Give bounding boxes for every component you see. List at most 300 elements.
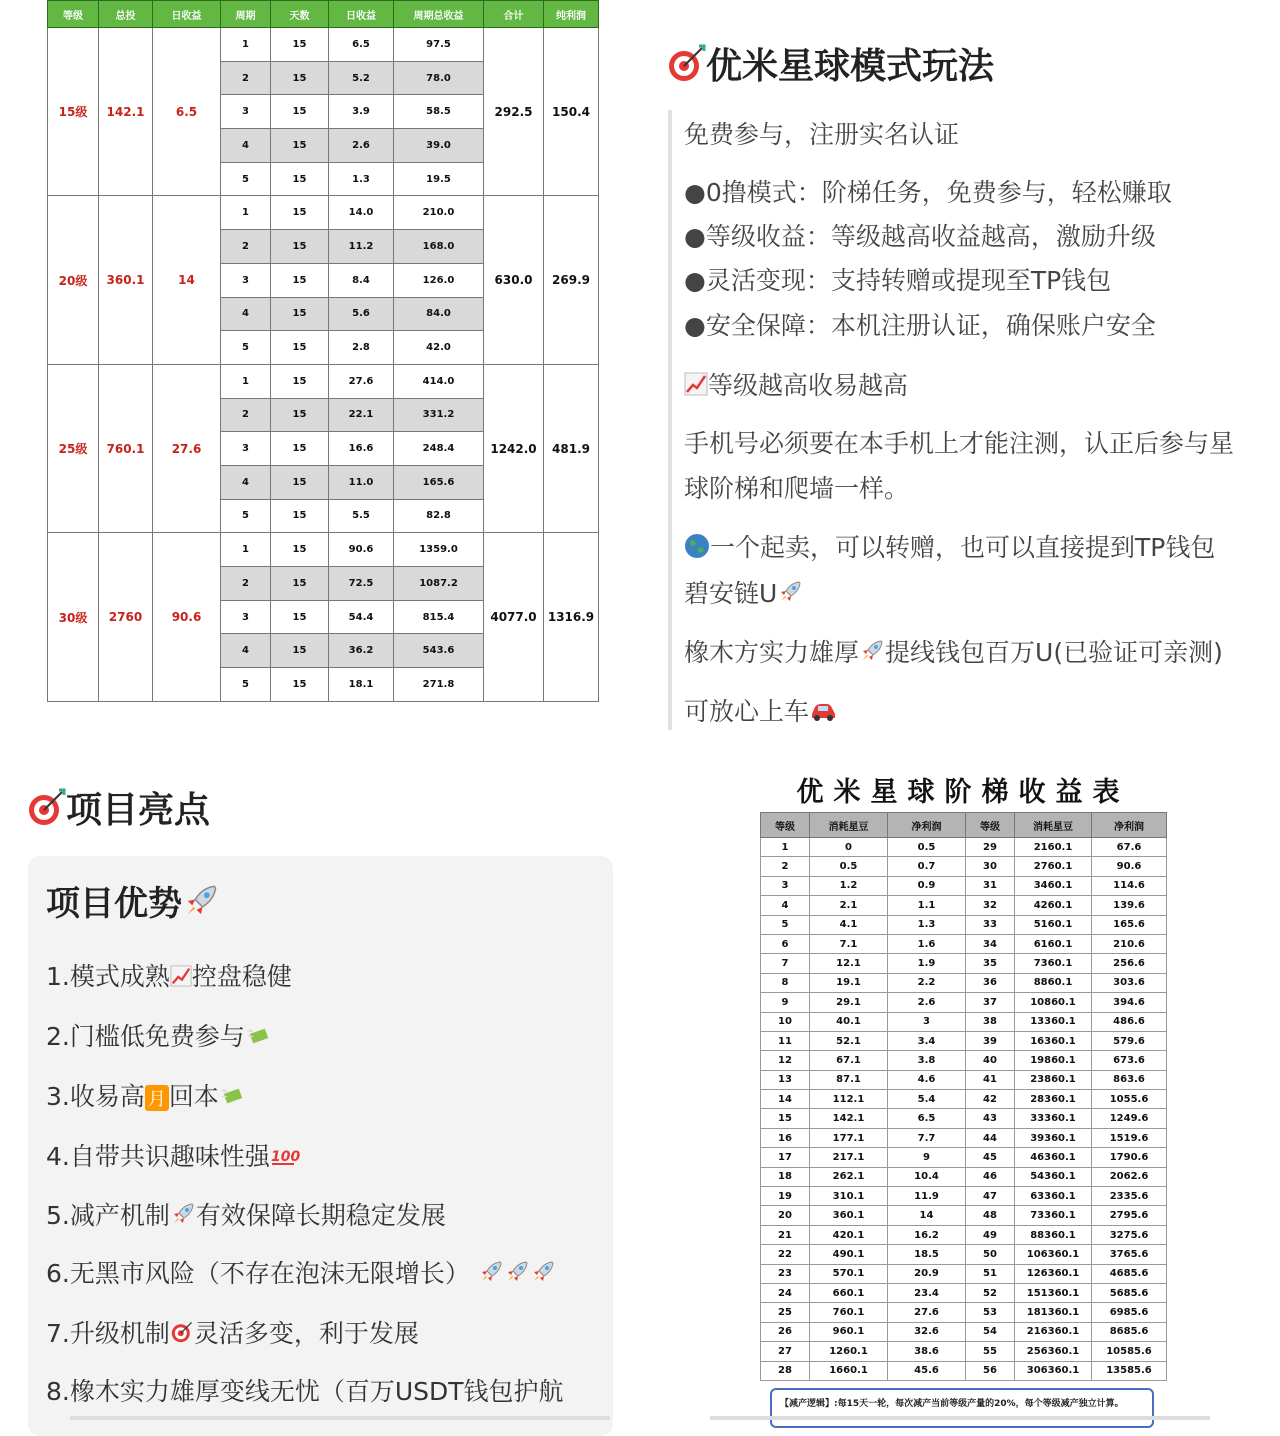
- table-cell: 11.9: [888, 1187, 966, 1206]
- table-cell: 20.9: [888, 1264, 966, 1283]
- table-cell: 5: [221, 162, 271, 196]
- table-row: [761, 1342, 1167, 1361]
- table-cell: 15: [271, 533, 329, 567]
- rocket-icon: [182, 882, 220, 929]
- table-cell: 760.1: [99, 364, 153, 532]
- table-cell: 35: [966, 954, 1015, 973]
- header-cell: 等级: [48, 1, 99, 28]
- table-cell: 7360.1: [1015, 954, 1092, 973]
- table-cell: 248.4: [394, 432, 484, 466]
- table-cell: 0.7: [888, 857, 966, 876]
- highlights-title-text: 项目亮点: [66, 790, 211, 831]
- table-row: [761, 1264, 1167, 1283]
- table-cell: 2760: [99, 533, 153, 701]
- advantage-item: 6.无黑市风险（不存在泡沫无限增长）: [46, 1254, 556, 1291]
- table-cell: 39360.1: [1015, 1128, 1092, 1147]
- table-cell: 1316.9: [544, 533, 599, 701]
- table-cell: 15: [271, 668, 329, 702]
- table-cell: 25: [761, 1303, 810, 1322]
- rocket-icon: [504, 1259, 530, 1291]
- table-cell: 56: [966, 1361, 1015, 1380]
- mode-line-chart: 等级越高收易越高: [684, 366, 908, 402]
- table-cell: 394.6: [1092, 993, 1167, 1012]
- header-cell: 净利润: [1092, 813, 1167, 838]
- advantage-item: 2.门槛低免费参与: [46, 1017, 271, 1053]
- table-cell: 19.5: [394, 162, 484, 196]
- table-cell: 1249.6: [1092, 1109, 1167, 1128]
- table-cell: 25级: [48, 364, 99, 532]
- table-cell: 1.3: [888, 915, 966, 934]
- table-cell: 3: [761, 876, 810, 895]
- table-cell: 39.0: [394, 129, 484, 163]
- table-cell: 88360.1: [1015, 1225, 1092, 1244]
- table-cell: 55: [966, 1342, 1015, 1361]
- table-cell: 7.7: [888, 1128, 966, 1147]
- header-cell: 周期: [221, 1, 271, 28]
- table-cell: 14: [888, 1206, 966, 1225]
- table-row: [761, 1128, 1167, 1147]
- table-cell: 41: [966, 1070, 1015, 1089]
- table-cell: 17: [761, 1148, 810, 1167]
- table-cell: 54: [966, 1322, 1015, 1341]
- table-row: [761, 1148, 1167, 1167]
- table-cell: 97.5: [394, 28, 484, 62]
- table-cell: 8.4: [329, 263, 394, 297]
- table-row: [761, 1303, 1167, 1322]
- table-cell: 54.4: [329, 600, 394, 634]
- table-cell: 150.4: [544, 28, 599, 196]
- table-cell: 38.6: [888, 1342, 966, 1361]
- table-row: [761, 1206, 1167, 1225]
- table-cell: 23860.1: [1015, 1070, 1092, 1089]
- table-cell: 3275.6: [1092, 1225, 1167, 1244]
- table-cell: 5.6: [329, 297, 394, 331]
- table-cell: 1359.0: [394, 533, 484, 567]
- table-cell: 19: [761, 1187, 810, 1206]
- table-cell: 4260.1: [1015, 896, 1092, 915]
- table-cell: 52.1: [810, 1031, 888, 1050]
- table-cell: 16: [761, 1128, 810, 1147]
- advantage-item: 4.自带共识趣味性强 100: [46, 1142, 301, 1171]
- table-cell: 151360.1: [1015, 1283, 1092, 1302]
- table-cell: 0: [810, 838, 888, 857]
- table-row: [761, 838, 1167, 857]
- table-cell: 6: [761, 934, 810, 953]
- table-row: [48, 28, 599, 62]
- table-row: [761, 1361, 1167, 1380]
- table-cell: 28: [761, 1361, 810, 1380]
- table-cell: 31: [966, 876, 1015, 895]
- table-cell: 24: [761, 1283, 810, 1302]
- table-cell: 1.9: [888, 954, 966, 973]
- table-cell: 5.4: [888, 1090, 966, 1109]
- table-cell: 126360.1: [1015, 1264, 1092, 1283]
- table-row: [761, 1283, 1167, 1302]
- table-cell: 42: [966, 1090, 1015, 1109]
- table-cell: 15: [271, 364, 329, 398]
- table-cell: 490.1: [810, 1245, 888, 1264]
- mode-title-text: 优米星球模式玩法: [706, 46, 995, 87]
- level-income-table: [47, 0, 599, 702]
- table-cell: 5.2: [329, 61, 394, 95]
- table-cell: 2795.6: [1092, 1206, 1167, 1225]
- table-cell: 27.6: [153, 364, 221, 532]
- table-cell: 58.5: [394, 95, 484, 129]
- table-cell: 1.3: [329, 162, 394, 196]
- mode-line: ●安全保障：本机注册认证，确保账户安全: [684, 311, 1156, 340]
- table-cell: 22.1: [329, 398, 394, 432]
- table-cell: 14: [153, 196, 221, 364]
- table-row: [761, 876, 1167, 895]
- table-cell: 36: [966, 973, 1015, 992]
- table-cell: 2160.1: [1015, 838, 1092, 857]
- table-cell: 9: [761, 993, 810, 1012]
- table-cell: 73360.1: [1015, 1206, 1092, 1225]
- table-cell: 49: [966, 1225, 1015, 1244]
- table-row: [761, 1167, 1167, 1186]
- table-cell: 11: [761, 1031, 810, 1050]
- table-cell: 142.1: [99, 28, 153, 196]
- table-cell: 126.0: [394, 263, 484, 297]
- table-cell: 10585.6: [1092, 1342, 1167, 1361]
- table-cell: 3.9: [329, 95, 394, 129]
- mode-line: 免费参与，注册实名认证: [684, 120, 960, 149]
- table-cell: 13360.1: [1015, 1012, 1092, 1031]
- table-cell: 46: [966, 1167, 1015, 1186]
- table-cell: 15: [271, 162, 329, 196]
- table-cell: 1519.6: [1092, 1128, 1167, 1147]
- table-cell: 87.1: [810, 1070, 888, 1089]
- table-cell: 52: [966, 1283, 1015, 1302]
- header-cell: 总投: [99, 1, 153, 28]
- table-cell: 2062.6: [1092, 1167, 1167, 1186]
- table-cell: 360.1: [99, 196, 153, 364]
- table-cell: 72.5: [329, 567, 394, 601]
- table-cell: 5685.6: [1092, 1283, 1167, 1302]
- table-row: [761, 915, 1167, 934]
- table-cell: 26: [761, 1322, 810, 1341]
- table-cell: 18: [761, 1167, 810, 1186]
- table-cell: 27.6: [888, 1303, 966, 1322]
- table-cell: 15: [271, 398, 329, 432]
- table-cell: 5160.1: [1015, 915, 1092, 934]
- table-cell: 46360.1: [1015, 1148, 1092, 1167]
- table-cell: 15: [271, 634, 329, 668]
- table-cell: 10: [761, 1012, 810, 1031]
- money-wings-icon: [219, 1084, 245, 1113]
- table-cell: 271.8: [394, 668, 484, 702]
- table-cell: 38: [966, 1012, 1015, 1031]
- table-cell: 181360.1: [1015, 1303, 1092, 1322]
- mode-line: 球阶梯和爬墙一样。: [684, 474, 910, 503]
- table-cell: 256.6: [1092, 954, 1167, 973]
- table-cell: 10860.1: [1015, 993, 1092, 1012]
- mode-title: [666, 38, 994, 93]
- ladder-table: [760, 812, 1167, 1381]
- target-icon: [170, 1320, 194, 1350]
- table-cell: 0.5: [810, 857, 888, 876]
- table-cell: 9: [888, 1148, 966, 1167]
- table-cell: 43: [966, 1109, 1015, 1128]
- table-row: [761, 973, 1167, 992]
- table-row: [761, 1090, 1167, 1109]
- table-cell: 6.5: [888, 1109, 966, 1128]
- table-row: [761, 896, 1167, 915]
- advantage-item: 7.升级机制 灵活多变，利于发展: [46, 1319, 419, 1348]
- table-cell: 481.9: [544, 364, 599, 532]
- table-cell: 67.6: [1092, 838, 1167, 857]
- table-cell: 39: [966, 1031, 1015, 1050]
- table-cell: 3: [221, 95, 271, 129]
- table-cell: 36.2: [329, 634, 394, 668]
- car-icon: [809, 699, 837, 728]
- table-cell: 50: [966, 1245, 1015, 1264]
- table-cell: 16.2: [888, 1225, 966, 1244]
- table-cell: 760.1: [810, 1303, 888, 1322]
- table-cell: 47: [966, 1187, 1015, 1206]
- mode-line: ●0撸模式：阶梯任务，免费参与，轻松赚取: [684, 178, 1172, 207]
- table-cell: 13585.6: [1092, 1361, 1167, 1380]
- mode-line-car: 可放心上车: [684, 692, 837, 728]
- table-cell: 2: [221, 61, 271, 95]
- table-cell: 15: [271, 263, 329, 297]
- table-cell: 960.1: [810, 1322, 888, 1341]
- table-cell: 142.1: [810, 1109, 888, 1128]
- ladder-title: 优米星球阶梯收益表: [796, 777, 1130, 808]
- table-cell: 292.5: [484, 28, 544, 196]
- table-cell: 51: [966, 1264, 1015, 1283]
- quote-bar: [668, 110, 672, 730]
- table-cell: 15: [271, 331, 329, 365]
- table-row: [761, 1070, 1167, 1089]
- table-cell: 23.4: [888, 1283, 966, 1302]
- table-row: [761, 934, 1167, 953]
- rocket-icon: [170, 1201, 196, 1233]
- table-cell: 4077.0: [484, 533, 544, 701]
- table-cell: 13: [761, 1070, 810, 1089]
- table-cell: 2.8: [329, 331, 394, 365]
- table-cell: 27: [761, 1342, 810, 1361]
- table-cell: 45.6: [888, 1361, 966, 1380]
- table-cell: 570.1: [810, 1264, 888, 1283]
- table-cell: 863.6: [1092, 1070, 1167, 1089]
- table-cell: 414.0: [394, 364, 484, 398]
- money-wings-icon: [245, 1024, 271, 1053]
- target-icon: [26, 788, 66, 837]
- table-cell: 4: [221, 465, 271, 499]
- table-row: [761, 1031, 1167, 1050]
- table-cell: 4: [221, 297, 271, 331]
- table-cell: 40: [966, 1051, 1015, 1070]
- table-cell: 67.1: [810, 1051, 888, 1070]
- table-cell: 579.6: [1092, 1031, 1167, 1050]
- table-cell: 262.1: [810, 1167, 888, 1186]
- table-cell: 3: [221, 432, 271, 466]
- table-cell: 14: [761, 1090, 810, 1109]
- table-cell: 19860.1: [1015, 1051, 1092, 1070]
- advantage-item: 3.收易高 月 回本: [46, 1077, 245, 1113]
- table-cell: 1.2: [810, 876, 888, 895]
- table-cell: 2: [221, 567, 271, 601]
- table-cell: 1: [221, 364, 271, 398]
- table-cell: 815.4: [394, 600, 484, 634]
- advantage-item: 8.橡木实力雄厚变线无忧（百万USDT钱包护航: [46, 1377, 564, 1406]
- header-cell: 纯利润: [544, 1, 599, 28]
- table-cell: 2760.1: [1015, 857, 1092, 876]
- globe-icon: [684, 533, 710, 565]
- table-cell: 7: [761, 954, 810, 973]
- highlights-title: [26, 782, 210, 837]
- table-row: [761, 1051, 1167, 1070]
- table-cell: 42.0: [394, 331, 484, 365]
- table-cell: 177.1: [810, 1128, 888, 1147]
- table-cell: 21: [761, 1225, 810, 1244]
- table-cell: 16.6: [329, 432, 394, 466]
- table-cell: 18.1: [329, 668, 394, 702]
- rocket-icon: [777, 579, 803, 611]
- table-cell: 3: [221, 263, 271, 297]
- table-cell: 6985.6: [1092, 1303, 1167, 1322]
- table-cell: 28360.1: [1015, 1090, 1092, 1109]
- table-cell: 3: [888, 1012, 966, 1031]
- table-cell: 15: [761, 1109, 810, 1128]
- table-cell: 3460.1: [1015, 876, 1092, 895]
- hundred-icon: [270, 1144, 301, 1173]
- mode-line: 手机号必须要在本手机上才能注测，认正后参与星: [684, 429, 1235, 458]
- table-cell: 5: [761, 915, 810, 934]
- table-cell: 1260.1: [810, 1342, 888, 1361]
- table-cell: 2.6: [329, 129, 394, 163]
- table-cell: 1.6: [888, 934, 966, 953]
- target-icon: [666, 44, 706, 93]
- table-cell: 3765.6: [1092, 1245, 1167, 1264]
- svg-text:100: 100: [270, 1148, 301, 1165]
- table-cell: 37: [966, 993, 1015, 1012]
- mode-line: ●灵活变现：支持转赠或提现至TP钱包: [684, 266, 1112, 295]
- advantage-item: 1.模式成熟 控盘稳健: [46, 962, 292, 991]
- table-cell: 1: [221, 28, 271, 62]
- table-cell: 210.0: [394, 196, 484, 230]
- header-cell: 等级: [966, 813, 1015, 838]
- table-cell: 90.6: [329, 533, 394, 567]
- table-cell: 6160.1: [1015, 934, 1092, 953]
- table-cell: 303.6: [1092, 973, 1167, 992]
- table-cell: 2.6: [888, 993, 966, 1012]
- level-table-header: [48, 1, 599, 28]
- header-cell: 日收益: [329, 1, 394, 28]
- mode-line-strength: 橡木方实力雄厚 提线钱包百万U(已验证可亲测): [684, 633, 1223, 670]
- table-cell: 6.5: [153, 28, 221, 196]
- table-cell: 54360.1: [1015, 1167, 1092, 1186]
- table-cell: 1.1: [888, 896, 966, 915]
- table-cell: 40.1: [810, 1012, 888, 1031]
- table-cell: 360.1: [810, 1206, 888, 1225]
- chart-up-icon: [684, 372, 708, 402]
- header-cell: 日收益: [153, 1, 221, 28]
- table-cell: 90.6: [1092, 857, 1167, 876]
- table-cell: 15: [271, 432, 329, 466]
- table-row: [761, 1322, 1167, 1341]
- ladder-table-header: [761, 813, 1167, 838]
- advantages-title: 项目优势: [46, 876, 220, 929]
- mode-line-globe: 一个起卖，可以转赠，也可以直接提到TP钱包: [684, 528, 1215, 565]
- table-row: [761, 1012, 1167, 1031]
- table-cell: 210.6: [1092, 934, 1167, 953]
- table-cell: 256360.1: [1015, 1342, 1092, 1361]
- table-cell: 310.1: [810, 1187, 888, 1206]
- table-row: [48, 364, 599, 398]
- header-cell: 消耗星豆: [810, 813, 888, 838]
- table-row: [761, 954, 1167, 973]
- table-cell: 217.1: [810, 1148, 888, 1167]
- table-cell: 543.6: [394, 634, 484, 668]
- table-cell: 630.0: [484, 196, 544, 364]
- table-cell: 4: [221, 634, 271, 668]
- table-cell: 8860.1: [1015, 973, 1092, 992]
- table-cell: 5: [221, 331, 271, 365]
- table-cell: 23: [761, 1264, 810, 1283]
- table-cell: 3.4: [888, 1031, 966, 1050]
- table-cell: 15: [271, 196, 329, 230]
- header-cell: 周期总收益: [394, 1, 484, 28]
- table-cell: 486.6: [1092, 1012, 1167, 1031]
- table-row: [761, 857, 1167, 876]
- table-row: [761, 993, 1167, 1012]
- rocket-icon: [530, 1259, 556, 1291]
- table-cell: 1242.0: [484, 364, 544, 532]
- table-cell: 53: [966, 1303, 1015, 1322]
- table-cell: 18.5: [888, 1245, 966, 1264]
- table-cell: 660.1: [810, 1283, 888, 1302]
- table-row: [761, 1109, 1167, 1128]
- table-cell: 12: [761, 1051, 810, 1070]
- table-row: [48, 533, 599, 567]
- table-cell: 82.8: [394, 499, 484, 533]
- table-cell: 0.5: [888, 838, 966, 857]
- table-cell: 32: [966, 896, 1015, 915]
- table-cell: 33360.1: [1015, 1109, 1092, 1128]
- table-cell: 27.6: [329, 364, 394, 398]
- table-cell: 4: [221, 129, 271, 163]
- table-cell: 8: [761, 973, 810, 992]
- table-cell: 15: [271, 129, 329, 163]
- table-cell: 84.0: [394, 297, 484, 331]
- mode-line-rocket: 碧安链U: [684, 574, 803, 611]
- table-row: [761, 1225, 1167, 1244]
- header-cell: 净利润: [888, 813, 966, 838]
- table-cell: 306360.1: [1015, 1361, 1092, 1380]
- table-cell: 6.5: [329, 28, 394, 62]
- table-cell: 1: [221, 533, 271, 567]
- header-cell: 等级: [761, 813, 810, 838]
- divider: [710, 1416, 1210, 1420]
- header-cell: 天数: [271, 1, 329, 28]
- table-cell: 0.9: [888, 876, 966, 895]
- header-cell: 消耗星豆: [1015, 813, 1092, 838]
- table-cell: 16360.1: [1015, 1031, 1092, 1050]
- table-cell: 1660.1: [810, 1361, 888, 1380]
- table-cell: 15: [271, 600, 329, 634]
- table-cell: 15: [271, 230, 329, 264]
- table-cell: 4.6: [888, 1070, 966, 1089]
- table-cell: 165.6: [1092, 915, 1167, 934]
- table-cell: 331.2: [394, 398, 484, 432]
- table-cell: 1055.6: [1092, 1090, 1167, 1109]
- table-cell: 4: [761, 896, 810, 915]
- table-cell: 2: [761, 857, 810, 876]
- table-cell: 33: [966, 915, 1015, 934]
- table-cell: 216360.1: [1015, 1322, 1092, 1341]
